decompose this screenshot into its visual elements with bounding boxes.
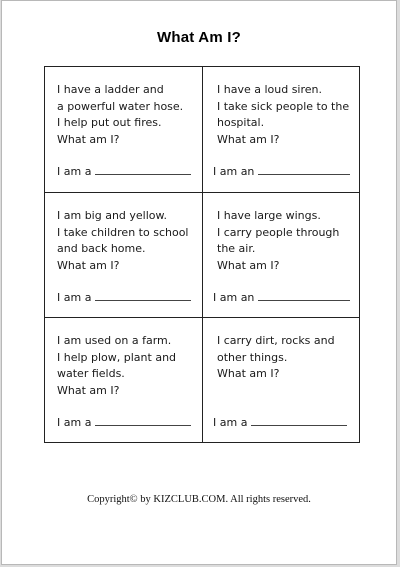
clue-line: water fields.: [57, 367, 125, 380]
clue-line: other things.: [217, 350, 288, 364]
riddle-card-airplane: [203, 193, 360, 318]
riddle-card-school-bus: [45, 193, 202, 318]
clue-line: I am used on a farm.: [57, 334, 172, 347]
clue-line: I have large wings.: [217, 209, 321, 222]
clue-line: I take children to school: [57, 225, 189, 239]
answer-row: [213, 164, 350, 179]
clue-line: I have a ladder and: [57, 83, 164, 96]
riddle-clue: [217, 333, 335, 383]
worksheet-page: [1, 0, 397, 565]
clue-line: and back home.: [57, 242, 146, 255]
answer-blank-line[interactable]: [95, 415, 191, 426]
riddle-clue: [217, 208, 339, 274]
clue-line: hospital.: [217, 116, 265, 129]
clue-line: I am big and yellow.: [57, 209, 168, 222]
clue-line: I carry dirt, rocks and: [217, 334, 335, 347]
clue-line: I take sick people to the: [217, 99, 350, 113]
clue-line: What am I?: [57, 132, 120, 146]
clue-line: What am I?: [217, 367, 280, 380]
riddle-grid: [44, 66, 360, 443]
answer-prefix: I am a: [57, 416, 92, 429]
answer-blank-line[interactable]: [258, 164, 350, 175]
answer-blank-line[interactable]: [258, 290, 350, 301]
riddle-clue: [57, 208, 188, 274]
answer-prefix: I am an: [213, 165, 255, 178]
answer-row: [57, 290, 191, 305]
clue-line: What am I?: [57, 383, 120, 397]
answer-row: [213, 290, 350, 305]
copyright-footer: Copyright© by KIZCLUB.COM. All rights reserved.: [87, 494, 311, 505]
clue-line: What am I?: [57, 258, 120, 272]
riddle-clue: [57, 333, 176, 399]
answer-prefix: I am a: [213, 416, 248, 429]
clue-line: What am I?: [217, 258, 280, 272]
clue-line: I help plow, plant and: [57, 350, 177, 364]
page-title: What Am I?: [157, 29, 241, 46]
answer-row: [213, 415, 347, 430]
riddle-card-fire-truck: [45, 67, 202, 192]
answer-row: [57, 415, 191, 430]
riddle-card-ambulance: [203, 67, 360, 192]
riddle-card-tractor: [45, 318, 202, 443]
clue-line: I have a loud siren.: [217, 83, 323, 96]
riddle-clue: [217, 82, 349, 148]
clue-line: I carry people through: [217, 225, 340, 239]
clue-line: What am I?: [217, 132, 280, 146]
answer-prefix: I am a: [57, 165, 92, 178]
riddle-card-dump-truck: [203, 318, 360, 443]
riddle-clue: [57, 82, 183, 148]
answer-prefix: I am an: [213, 291, 255, 304]
clue-line: the air.: [217, 242, 256, 255]
answer-row: [57, 164, 191, 179]
answer-blank-line[interactable]: [95, 290, 191, 301]
answer-blank-line[interactable]: [95, 164, 191, 175]
clue-line: a powerful water hose.: [57, 99, 184, 113]
answer-blank-line[interactable]: [251, 415, 347, 426]
answer-prefix: I am a: [57, 291, 92, 304]
clue-line: I help put out fires.: [57, 116, 162, 129]
